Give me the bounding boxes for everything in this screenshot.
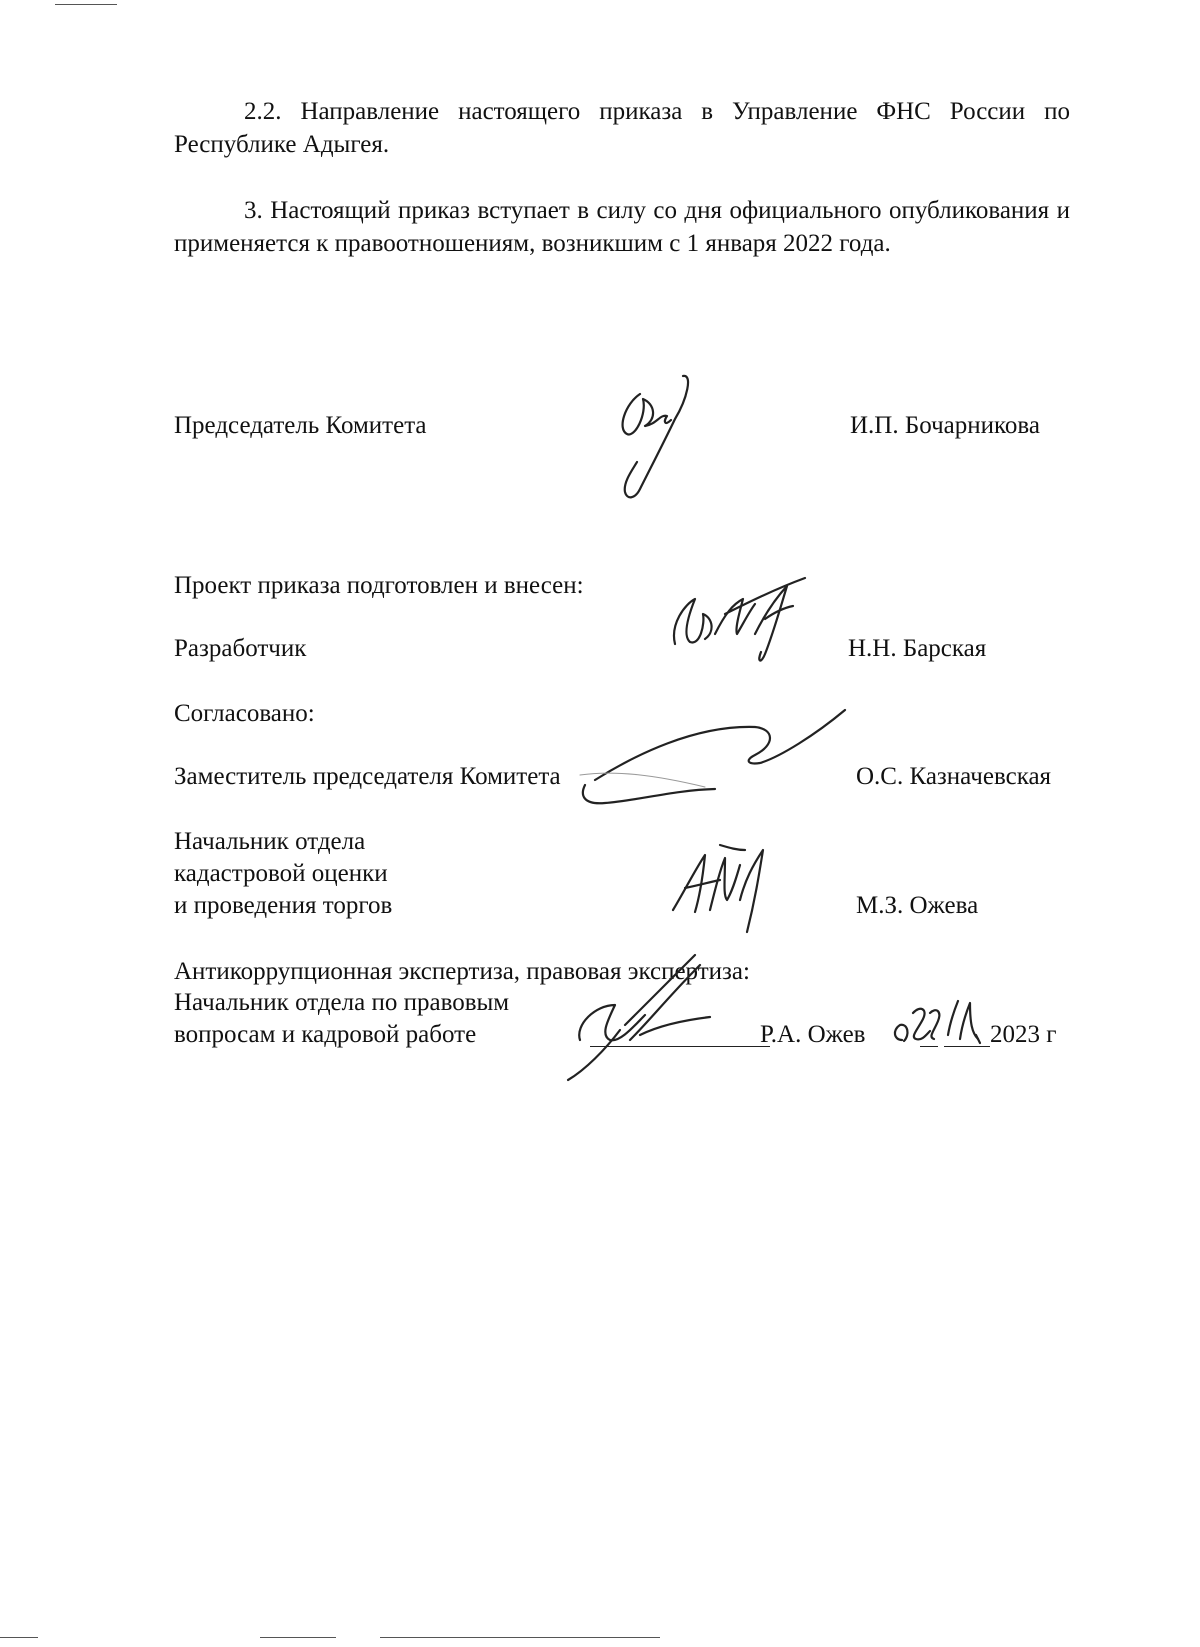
deputy-name: О.С. Казначевская: [856, 763, 1052, 790]
cadastral-position-line-1: Начальник отдела: [174, 828, 366, 855]
scan-artifact-bottom-2: [260, 1637, 336, 1638]
date-underline-1: [920, 1046, 938, 1047]
cadastral-head-name: М.З. Ожева: [856, 892, 979, 919]
chairman-position: Председатель Комитета: [174, 412, 427, 439]
deputy-position: Заместитель председателя Комитета: [174, 763, 561, 790]
scan-artifact-top: [55, 4, 117, 5]
developer-signature: [665, 574, 815, 674]
scan-artifact-bottom-1: [0, 1637, 38, 1638]
date-year: 2023 г: [990, 1021, 1057, 1048]
legal-signature: [560, 945, 750, 1085]
developer-name: Н.Н. Барская: [848, 635, 987, 662]
date-underline-2: [944, 1046, 990, 1047]
legal-position-line-2: вопросам и кадровой работе: [174, 1021, 477, 1048]
agreed-header: Согласовано:: [174, 700, 315, 727]
expertise-header: Антикоррупционная экспертиза, правовая экспертиза:: [174, 958, 750, 985]
chairman-name: И.П. Бочарникова: [850, 412, 1040, 439]
legal-position-line-1: Начальник отдела по правовым: [174, 989, 510, 1016]
cadastral-signature: [665, 840, 775, 940]
cadastral-position-line-2: кадастровой оценки: [174, 860, 388, 887]
chairman-signature: [605, 374, 705, 504]
cadastral-position-line-3: и проведения торгов: [174, 892, 393, 919]
legal-head-name: Р.А. Ожев: [760, 1021, 866, 1048]
paragraph-2-2: 2.2. Направление настоящего приказа в Управление ФНС России по Республике Адыгея.: [174, 98, 1070, 158]
paragraph-3: 3. Настоящий приказ вступает в силу со дня официального опубликования и применяется к правоотношениям, возникшим с 1 января 2022 года.: [174, 197, 1070, 257]
deputy-signature: [575, 705, 855, 815]
scan-artifact-bottom-3: [380, 1637, 660, 1638]
developer-position: Разработчик: [174, 635, 307, 662]
project-header: Проект приказа подготовлен и внесен:: [174, 572, 584, 599]
